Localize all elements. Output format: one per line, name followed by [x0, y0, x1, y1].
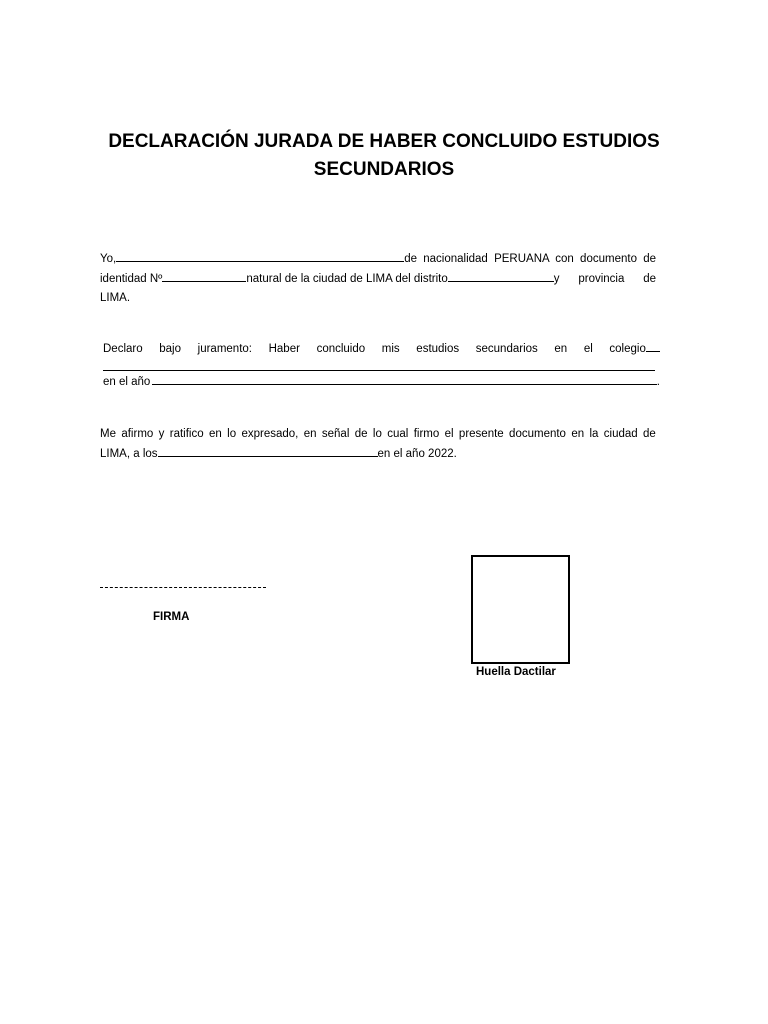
word: y [158, 428, 165, 440]
word: de [643, 428, 656, 440]
days-blank[interactable] [158, 444, 378, 457]
fingerprint-label: Huella Dactilar [476, 666, 556, 678]
ratification-line-2 [100, 444, 656, 464]
document-title [100, 128, 668, 184]
period-text: . [656, 376, 660, 388]
word: en [554, 343, 568, 355]
identity-label: identidad Nº [100, 273, 163, 285]
word: señal [321, 428, 350, 440]
word: ciudad [603, 428, 638, 440]
word: Haber [268, 343, 300, 355]
word: secundarios [475, 343, 538, 355]
yo-text: Yo, [100, 253, 117, 265]
district-blank[interactable] [448, 269, 554, 282]
word: la [589, 428, 599, 440]
ratification-line-1 [100, 425, 656, 444]
colegio-group [609, 339, 659, 359]
firma-label: FIRMA [153, 611, 190, 623]
lima-text: LIMA. [100, 292, 131, 304]
year-blank[interactable] [152, 372, 656, 385]
title-line-2: SECUNDARIOS [313, 159, 455, 180]
word: Declaro [103, 343, 143, 355]
word: en [571, 428, 585, 440]
word: concluido [316, 343, 366, 355]
school-blank-start[interactable] [646, 339, 660, 352]
year-2022-label: en el año 2022. [377, 448, 457, 460]
word: en [209, 428, 222, 440]
word: lo [227, 428, 237, 440]
identity-paragraph [100, 249, 656, 308]
province-label: y provincia de [553, 273, 656, 285]
nationality-label: de nacionalidad PERUANA con documento de [404, 253, 656, 265]
word: cual [387, 428, 409, 440]
word: bajo [159, 343, 182, 355]
word: el [444, 428, 454, 440]
word: firmo [413, 428, 440, 440]
word: mis [381, 343, 400, 355]
declaration-line-1 [103, 339, 660, 359]
declaration-line-3 [103, 372, 660, 392]
nationality-text [404, 250, 656, 269]
natural-label: natural de la ciudad de LIMA del distrito [246, 273, 448, 285]
word: de [354, 428, 368, 440]
word: lo [372, 428, 382, 440]
word: Me [100, 428, 116, 440]
word: en [303, 428, 317, 440]
signature-line[interactable] [100, 587, 266, 588]
year-label: en el año [103, 376, 151, 388]
lima-a-los-label: LIMA, a los [100, 448, 158, 460]
document-number-blank[interactable] [162, 269, 246, 282]
name-blank[interactable] [116, 249, 404, 262]
school-blank-line[interactable] [103, 359, 655, 371]
word: estudios [416, 343, 460, 355]
word: documento [509, 428, 566, 440]
word: ratifico [169, 428, 204, 440]
ratification-paragraph [100, 425, 656, 464]
word: colegio [609, 343, 646, 355]
word: expresado, [241, 428, 299, 440]
word: el [583, 343, 593, 355]
word: juramento: [197, 343, 252, 355]
fingerprint-box[interactable] [471, 555, 570, 664]
title-line-1: DECLARACIÓN JURADA DE HABER CONCLUIDO ESTUDIOS [108, 131, 660, 152]
word: presente [458, 428, 504, 440]
word: afirmo [121, 428, 154, 440]
declaration-paragraph [103, 339, 660, 392]
